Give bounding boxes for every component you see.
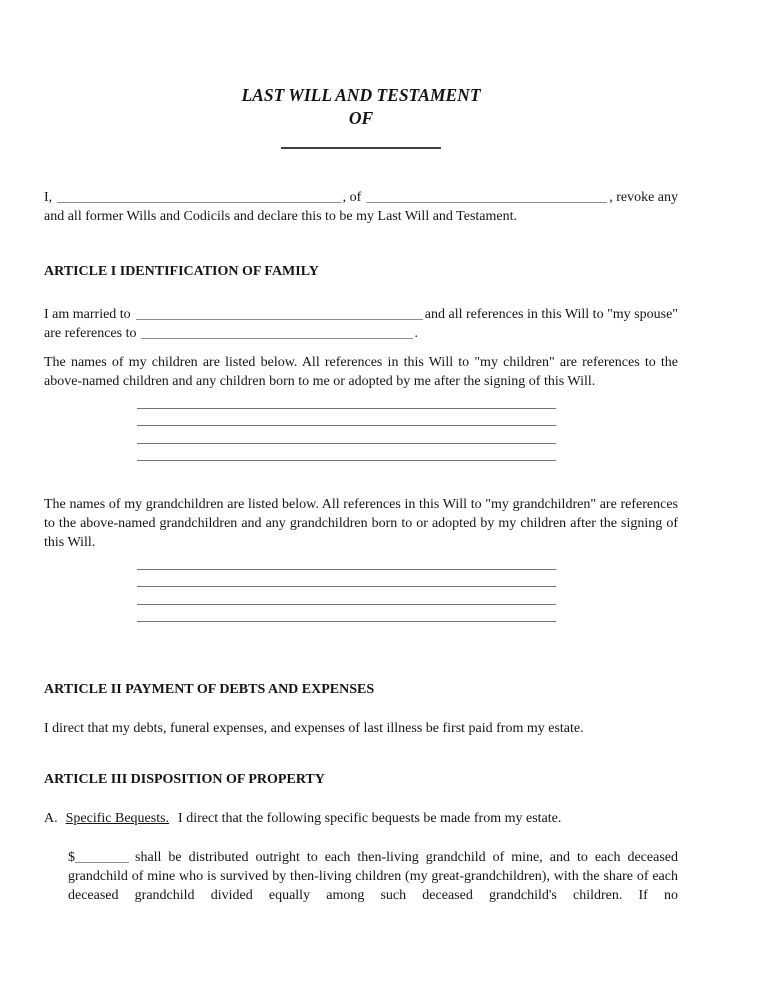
testator-residence-field[interactable] [366,202,607,203]
children-paragraph: The names of my children are listed below. All references in this Will to "my children" are references to the above-named children and any children born to me or adopted by me after the signing of this Will. [44,355,678,389]
opening-line-2: and all former Wills and Codicils and declare this to be my Last Will and Testament. [44,209,518,224]
spouse-name-field[interactable] [136,319,423,320]
grandchild-name-line-4[interactable] [137,605,556,623]
opening-paragraph [44,188,678,226]
spouse-reference-field[interactable] [141,338,413,339]
child-name-line-1[interactable] [137,391,556,409]
opening-pre-text: I, [44,190,53,205]
item-a-title: Specific Bequests. [65,811,170,826]
article-2-heading: ARTICLE II PAYMENT OF DEBTS AND EXPENSES [44,682,375,697]
specific-bequests-line [44,809,678,828]
child-name-line-2[interactable] [137,409,556,427]
child-name-line-4[interactable] [137,444,556,462]
bequest-paragraph [68,848,678,905]
grandchild-name-line-1[interactable] [137,552,556,570]
child-name-line-3[interactable] [137,426,556,444]
testator-name-blank[interactable] [281,147,441,149]
opening-mid-text: , of [342,190,362,205]
references-pre-text: are references to [44,326,137,341]
bequest-amount-field[interactable] [75,862,129,863]
children-name-list [137,391,556,461]
debts-paragraph: I direct that my debts, funeral expenses, and expenses of last illness be first paid from my estate. [44,721,584,736]
married-post-text: and all references in this Will to "my spouse" [424,307,678,322]
article-3-heading: ARTICLE III DISPOSITION OF PROPERTY [44,772,325,787]
document-title-block [44,84,678,130]
opening-post-text: , revoke any [609,190,678,205]
grandchildren-name-list [137,552,556,622]
grandchild-name-line-2[interactable] [137,570,556,588]
grandchildren-paragraph: The names of my grandchildren are listed below. All references in this Will to "my grandchildren" are references to the above-named grandchildren and any grandchildren born to or adopted by my children after the signing of this Will. [44,497,678,550]
married-pre-text: I am married to [44,307,131,322]
bequest-currency-symbol: $ [68,850,75,865]
testator-name-field[interactable] [57,202,340,203]
article-1-heading: ARTICLE I IDENTIFICATION OF FAMILY [44,264,319,279]
document-title: LAST WILL AND TESTAMENT [241,85,481,105]
bequest-text: shall be distributed outright to each then-living grandchild of mine, and to each deceased grandchild of mine who is survived by then-living children (my great-grandchildren), with the share of each deceased grandchild divided equally among such deceased grandchild's children. If no [68,850,678,903]
item-a-label: A. [44,811,58,826]
married-to-line [44,305,678,324]
document-title-of: OF [348,108,374,128]
item-a-text: I direct that the following specific bequests be made from my estate. [178,811,562,826]
grandchild-name-line-3[interactable] [137,587,556,605]
references-period: . [414,326,418,341]
opening-line-1 [44,188,678,207]
references-to-line [44,324,678,343]
